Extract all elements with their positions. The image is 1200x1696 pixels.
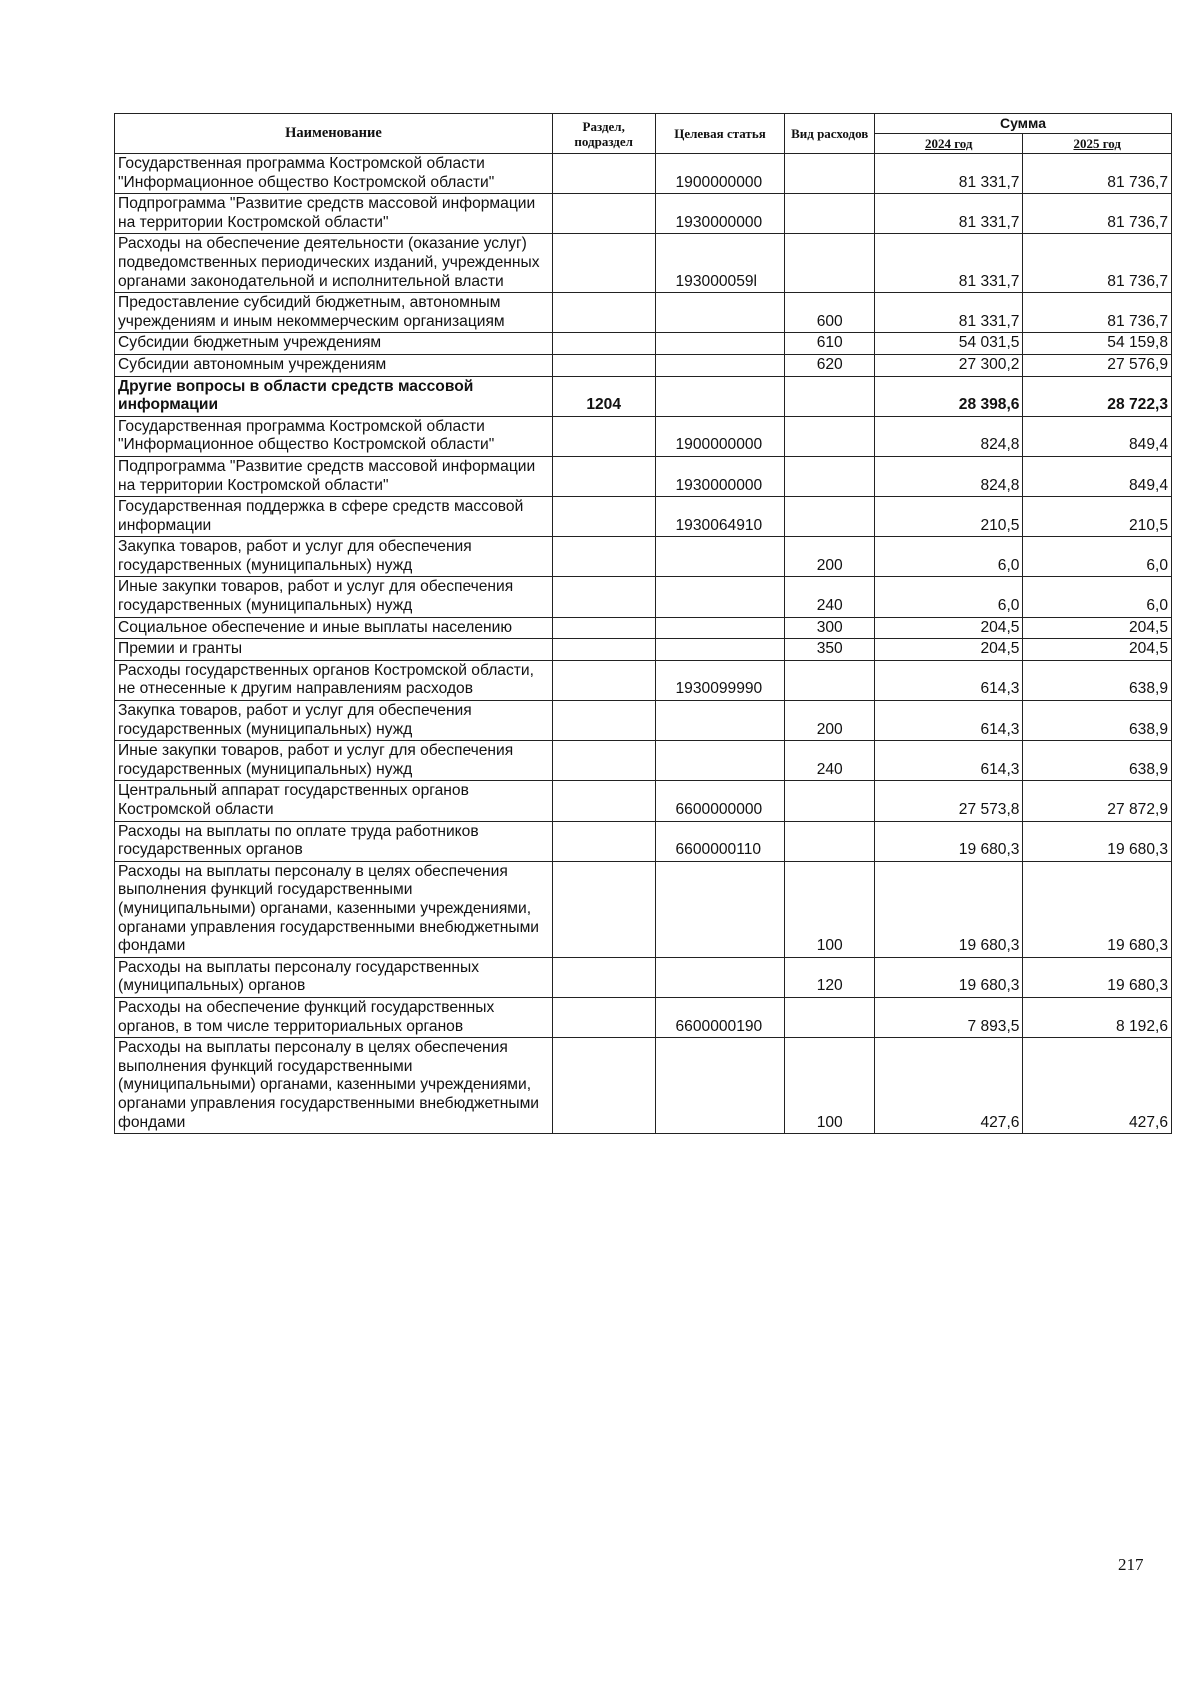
table-row	[115, 741, 1172, 781]
cell-amount-2024: 81 331,7	[874, 234, 1023, 293]
cell-kind	[785, 154, 875, 194]
cell-target: 6600000190	[655, 997, 785, 1037]
table-row	[115, 416, 1172, 456]
cell-amount-2024: 824,8	[874, 456, 1023, 496]
cell-amount-2025: 849,4	[1023, 456, 1172, 496]
cell-target: 1930000000	[655, 194, 785, 234]
cell-kind: 120	[785, 957, 875, 997]
cell-kind: 200	[785, 701, 875, 741]
cell-amount-2025: 81 736,7	[1023, 194, 1172, 234]
cell-amount-2025: 427,6	[1023, 1038, 1172, 1134]
cell-section	[552, 1038, 655, 1134]
cell-target: 1930064910	[655, 497, 785, 537]
cell-amount-2024: 81 331,7	[874, 293, 1023, 333]
cell-name: Расходы на выплаты персоналу в целях обеспечения выполнения функций государственными (муниципальными) органами, казенными учреждениями, органами управления государственными внебюджетными фондами	[115, 1038, 553, 1134]
cell-kind: 240	[785, 741, 875, 781]
cell-amount-2025: 210,5	[1023, 497, 1172, 537]
cell-amount-2025: 849,4	[1023, 416, 1172, 456]
cell-amount-2025: 19 680,3	[1023, 861, 1172, 957]
table-body	[115, 154, 1172, 1134]
cell-target	[655, 537, 785, 577]
cell-target: 1930000000	[655, 456, 785, 496]
header-sum: Сумма	[874, 114, 1171, 134]
cell-amount-2024: 6,0	[874, 577, 1023, 617]
table-row	[115, 781, 1172, 821]
cell-amount-2024: 19 680,3	[874, 861, 1023, 957]
cell-amount-2025: 81 736,7	[1023, 154, 1172, 194]
cell-target: 6600000110	[655, 821, 785, 861]
header-year-2025: 2025 год	[1023, 134, 1172, 154]
cell-kind	[785, 194, 875, 234]
cell-amount-2025: 19 680,3	[1023, 957, 1172, 997]
table-row	[115, 821, 1172, 861]
cell-name: Иные закупки товаров, работ и услуг для обеспечения государственных (муниципальных) нужд	[115, 577, 553, 617]
cell-target	[655, 701, 785, 741]
cell-target	[655, 293, 785, 333]
cell-amount-2025: 28 722,3	[1023, 376, 1172, 416]
cell-name: Государственная поддержка в сфере средств массовой информации	[115, 497, 553, 537]
header-year-2024: 2024 год	[874, 134, 1023, 154]
cell-name: Субсидии автономным учреждениям	[115, 354, 553, 376]
table-row	[115, 293, 1172, 333]
cell-amount-2024: 204,5	[874, 639, 1023, 661]
cell-amount-2024: 19 680,3	[874, 957, 1023, 997]
cell-section	[552, 354, 655, 376]
cell-target	[655, 577, 785, 617]
cell-section	[552, 781, 655, 821]
cell-section	[552, 997, 655, 1037]
table-row	[115, 701, 1172, 741]
cell-kind: 600	[785, 293, 875, 333]
cell-section	[552, 154, 655, 194]
cell-amount-2025: 27 576,9	[1023, 354, 1172, 376]
cell-amount-2024: 210,5	[874, 497, 1023, 537]
cell-amount-2024: 614,3	[874, 701, 1023, 741]
cell-amount-2025: 54 159,8	[1023, 333, 1172, 355]
cell-name: Государственная программа Костромской области "Информационное общество Костромской области"	[115, 154, 553, 194]
cell-section	[552, 741, 655, 781]
cell-name: Другие вопросы в области средств массовой информации	[115, 376, 553, 416]
cell-amount-2024: 6,0	[874, 537, 1023, 577]
cell-section	[552, 861, 655, 957]
cell-section	[552, 660, 655, 700]
cell-name: Расходы на выплаты по оплате труда работников государственных органов	[115, 821, 553, 861]
cell-kind: 350	[785, 639, 875, 661]
cell-target	[655, 861, 785, 957]
cell-name: Расходы на выплаты персоналу государственных (муниципальных) органов	[115, 957, 553, 997]
cell-amount-2024: 54 031,5	[874, 333, 1023, 355]
cell-name: Расходы на обеспечение деятельности (оказание услуг) подведомственных периодических изданий, учрежденных органами законодательной и исполнительной власти	[115, 234, 553, 293]
cell-section	[552, 333, 655, 355]
cell-kind	[785, 234, 875, 293]
cell-section	[552, 577, 655, 617]
header-name: Наименование	[115, 114, 553, 154]
cell-kind: 200	[785, 537, 875, 577]
cell-kind: 240	[785, 577, 875, 617]
cell-section: 1204	[552, 376, 655, 416]
cell-amount-2025: 204,5	[1023, 617, 1172, 639]
cell-kind	[785, 456, 875, 496]
header-section: Раздел, подраздел	[552, 114, 655, 154]
cell-target	[655, 333, 785, 355]
cell-target: 1900000000	[655, 416, 785, 456]
cell-target	[655, 1038, 785, 1134]
cell-amount-2025: 638,9	[1023, 741, 1172, 781]
cell-section	[552, 617, 655, 639]
cell-kind: 620	[785, 354, 875, 376]
cell-name: Субсидии бюджетным учреждениям	[115, 333, 553, 355]
cell-target: 1930099990	[655, 660, 785, 700]
cell-kind	[785, 416, 875, 456]
cell-target	[655, 617, 785, 639]
cell-amount-2024: 7 893,5	[874, 997, 1023, 1037]
table-header	[115, 114, 1172, 154]
cell-target	[655, 741, 785, 781]
cell-target: 1900000000	[655, 154, 785, 194]
cell-name: Подпрограмма "Развитие средств массовой информации на территории Костромской области"	[115, 456, 553, 496]
table-row	[115, 577, 1172, 617]
cell-amount-2025: 638,9	[1023, 660, 1172, 700]
cell-section	[552, 293, 655, 333]
cell-kind	[785, 821, 875, 861]
cell-target	[655, 957, 785, 997]
cell-amount-2024: 27 300,2	[874, 354, 1023, 376]
cell-kind: 100	[785, 861, 875, 957]
table-row	[115, 660, 1172, 700]
cell-amount-2025: 19 680,3	[1023, 821, 1172, 861]
cell-amount-2025: 81 736,7	[1023, 293, 1172, 333]
cell-name: Центральный аппарат государственных органов Костромской области	[115, 781, 553, 821]
cell-kind	[785, 997, 875, 1037]
cell-name: Социальное обеспечение и иные выплаты населению	[115, 617, 553, 639]
cell-section	[552, 639, 655, 661]
cell-section	[552, 456, 655, 496]
cell-section	[552, 821, 655, 861]
budget-table	[114, 113, 1172, 1134]
table-row	[115, 537, 1172, 577]
cell-amount-2024: 81 331,7	[874, 194, 1023, 234]
table-row	[115, 154, 1172, 194]
table-row	[115, 376, 1172, 416]
cell-amount-2024: 614,3	[874, 660, 1023, 700]
table-row	[115, 617, 1172, 639]
cell-name: Премии и гранты	[115, 639, 553, 661]
table-row	[115, 497, 1172, 537]
cell-name: Предоставление субсидий бюджетным, автономным учреждениям и иным некоммерческим организациям	[115, 293, 553, 333]
cell-amount-2025: 81 736,7	[1023, 234, 1172, 293]
cell-amount-2025: 204,5	[1023, 639, 1172, 661]
cell-target	[655, 376, 785, 416]
cell-amount-2024: 19 680,3	[874, 821, 1023, 861]
table-row	[115, 957, 1172, 997]
cell-amount-2024: 204,5	[874, 617, 1023, 639]
cell-name: Расходы на обеспечение функций государственных органов, в том числе территориальных органов	[115, 997, 553, 1037]
table-row	[115, 456, 1172, 496]
cell-name: Закупка товаров, работ и услуг для обеспечения государственных (муниципальных) нужд	[115, 537, 553, 577]
cell-kind: 100	[785, 1038, 875, 1134]
cell-name: Расходы государственных органов Костромской области, не отнесенные к другим направлениям расходов	[115, 660, 553, 700]
cell-target: 6600000000	[655, 781, 785, 821]
cell-section	[552, 234, 655, 293]
cell-section	[552, 957, 655, 997]
table-row	[115, 234, 1172, 293]
cell-section	[552, 497, 655, 537]
cell-amount-2024: 824,8	[874, 416, 1023, 456]
page-number: 217	[1118, 1555, 1144, 1574]
cell-amount-2025: 6,0	[1023, 537, 1172, 577]
header-kind: Вид расходов	[785, 114, 875, 154]
cell-kind	[785, 781, 875, 821]
cell-target	[655, 354, 785, 376]
cell-name: Иные закупки товаров, работ и услуг для обеспечения государственных (муниципальных) нужд	[115, 741, 553, 781]
table-row	[115, 997, 1172, 1037]
cell-amount-2024: 27 573,8	[874, 781, 1023, 821]
cell-amount-2025: 638,9	[1023, 701, 1172, 741]
cell-amount-2025: 27 872,9	[1023, 781, 1172, 821]
cell-section	[552, 416, 655, 456]
table-row	[115, 333, 1172, 355]
cell-kind	[785, 376, 875, 416]
cell-section	[552, 701, 655, 741]
table-row	[115, 354, 1172, 376]
cell-name: Подпрограмма "Развитие средств массовой информации на территории Костромской области"	[115, 194, 553, 234]
cell-amount-2024: 614,3	[874, 741, 1023, 781]
cell-amount-2024: 427,6	[874, 1038, 1023, 1134]
cell-name: Расходы на выплаты персоналу в целях обеспечения выполнения функций государственными (муниципальными) органами, казенными учреждениями, органами управления государственными внебюджетными фондами	[115, 861, 553, 957]
cell-name: Закупка товаров, работ и услуг для обеспечения государственных (муниципальных) нужд	[115, 701, 553, 741]
cell-kind: 300	[785, 617, 875, 639]
cell-amount-2024: 28 398,6	[874, 376, 1023, 416]
table-row	[115, 861, 1172, 957]
cell-section	[552, 537, 655, 577]
table-row	[115, 639, 1172, 661]
cell-amount-2024: 81 331,7	[874, 154, 1023, 194]
cell-name: Государственная программа Костромской области "Информационное общество Костромской области"	[115, 416, 553, 456]
table-row	[115, 1038, 1172, 1134]
cell-kind	[785, 497, 875, 537]
cell-section	[552, 194, 655, 234]
cell-target	[655, 639, 785, 661]
cell-kind: 610	[785, 333, 875, 355]
cell-target: 193000059l	[655, 234, 785, 293]
cell-amount-2025: 8 192,6	[1023, 997, 1172, 1037]
table-row	[115, 194, 1172, 234]
cell-kind	[785, 660, 875, 700]
cell-amount-2025: 6,0	[1023, 577, 1172, 617]
header-target: Целевая статья	[655, 114, 785, 154]
